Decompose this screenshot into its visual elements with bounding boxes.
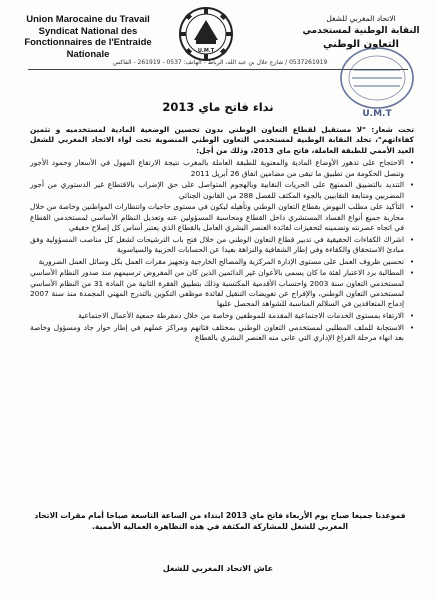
demands-list: [30, 158, 414, 343]
list-item-text: التنديد بالتضييق الممنهج على الحريات النقابية وبالهجوم المتواصل على حق الإضراب بالاقتطاع غير الدستوري من أجور المضربين ومتابعة النقابيين بالجوء المكثف للفصل 288 من القانون الجنائي: [30, 180, 404, 200]
list-item-text: تحسين ظروف العمل على مستوى الإدارة المركزية والمصالح الخارجية وتجهيز مقرات العمل بكل وسائل العمل الضرورية: [38, 256, 404, 266]
signature: عاش الاتحاد المغربي للشغل: [162, 564, 274, 573]
header-line: التعاون الوطني: [323, 39, 399, 50]
bullet-icon: •: [409, 312, 414, 321]
header-line: الاتحاد المغربي للشغل: [326, 14, 396, 23]
list-item-text: الاستجابة للملف المطلبي لمستخدمي التعاون الوطني بمختلف فئاتهم ومراكز عملهم في إطار حوار جاد ومسؤول وخاصة بعد انهاء مرحلة الفراغ الإداري التي عانى منه العنصر البشري بالقطاع: [30, 322, 404, 343]
list-item: [30, 202, 414, 233]
bullet-icon: •: [409, 203, 414, 212]
header-line: Nationale: [66, 48, 110, 60]
list-item: [30, 180, 414, 201]
closing-paragraph: فموعدنا جميعا صباح يوم الأربعاء فاتح ماي 2013 ابتداء من الساعة التاسعة صباحا أمام مقرات الاتحاد المغربي للشغل للمشاركة المكثفة في هذه التظاهرة العمالية الأممية.: [34, 511, 406, 531]
list-item: [30, 268, 414, 310]
bullet-icon: •: [409, 181, 414, 190]
list-item: [30, 311, 414, 321]
bullet-icon: •: [409, 159, 414, 168]
header-line: Syndicat National des: [38, 25, 138, 37]
header-line: Fonctionnaires de l'Entraide: [24, 37, 152, 48]
header-line: Union Marocaine du Travail: [26, 14, 150, 25]
bullet-icon: •: [409, 269, 414, 278]
list-item-text: التأكيد على مطلب النهوض بقطاع التعاون الوطني وتأهيله ليكون في مستوى حاجيات وانتظارات المواطنين وخاصة من خلال محاربة جميع أنواع الفساد المستشري داخل القطاع ومحاسبة المسؤولين عنه وتعديل النظام الأساسي لمستخدمي القطاع في اتجاه عصرنته وتضمينه لتحفيزات لفائدة العنصر البشري العامل بالقطاع الذي يعتبر أساس كل إصلاح حقيقي: [30, 202, 404, 233]
list-item: [30, 235, 414, 256]
stamp-text: U.M.T: [362, 109, 392, 119]
union-header-french: [8, 14, 168, 60]
list-item-text: اشراك الكفاءات الحقيقية في تدبير قطاع التعاون الوطني من خلال فتح باب الترشيحات لشغل كل مناصب المسؤولية وفق مبادئ الاستحقاق والكفاءة وفي إطار الشفافية والنزاهة بعيدا عن الحسابات الحزبية والسياسوية: [30, 234, 404, 255]
header-line: النقابة الوطنية لمستخدمي: [302, 26, 420, 36]
address-line: 0537261919 / شارع علال بن عبد الله، الرباط - الهاتف: 0537 - 261919 - الفاكس: [112, 59, 328, 66]
list-item: [30, 257, 414, 267]
list-item-text: المطالبة برد الاعتبار لفئة ما كان يسمى بالأعوان غير الدائمين الذين كان من المفروض ترسيمهم منذ صدور النظام الأساسي لمستخدمي التعاون سنة 2003 واحتساب الأقدمية المكتسبة وذلك بتطبيق الفقرة الثانية من المادة 31 من النظام الأساسي لمستخدمي التعاون الوطني، والإفراج عن تعويضات التنقيل لفائدة موظفي التكوين بالتدرج المهني المجمدة منذ سنة 2007 إدماج المتعاقدين في السلالم المناسبة للشواهد المحصل عليها: [30, 268, 404, 309]
bullet-icon: •: [409, 323, 414, 332]
umt-logo: [178, 6, 234, 62]
intro-paragraph: تحت شعار: "لا مستقبل لقطاع التعاون الوطني بدون تحسين الوضعية المادية لمستخدميه و تثمين كفاءاتهم"، تخلد النقابة الوطنية لمستخدمي التعاون الوطني المنضوية تحت لواء الاتحاد المغربي للشغل العيد الأممي للطبقة العاملة، فاتح ماي 2013، وذلك من أجل:: [30, 125, 414, 155]
list-item: [30, 158, 414, 179]
list-item: [30, 323, 414, 344]
logo-text: U.M.T: [197, 48, 215, 54]
bullet-icon: •: [409, 257, 414, 266]
list-item-text: الاحتجاج على تدهور الأوضاع المادية والمعنوية للطبقة العاملة بالمغرب نتيجة الارتفاع المهول في الأسعار وجمود الأجور وتنصل الحكومة من تطبيق ما تبقى من مضامين اتفاق 26 أبريل 2011: [30, 158, 404, 178]
document-title: نداء فاتح ماي 2013: [162, 100, 274, 114]
list-item-text: الارتقاء بمستوى الخدمات الاجتماعية المقدمة للموظفين وخاصة من خلال دمقرطة جمعية الأعمال الاجتماعية: [78, 311, 404, 321]
document-body: [30, 125, 414, 345]
bullet-icon: •: [409, 235, 414, 244]
